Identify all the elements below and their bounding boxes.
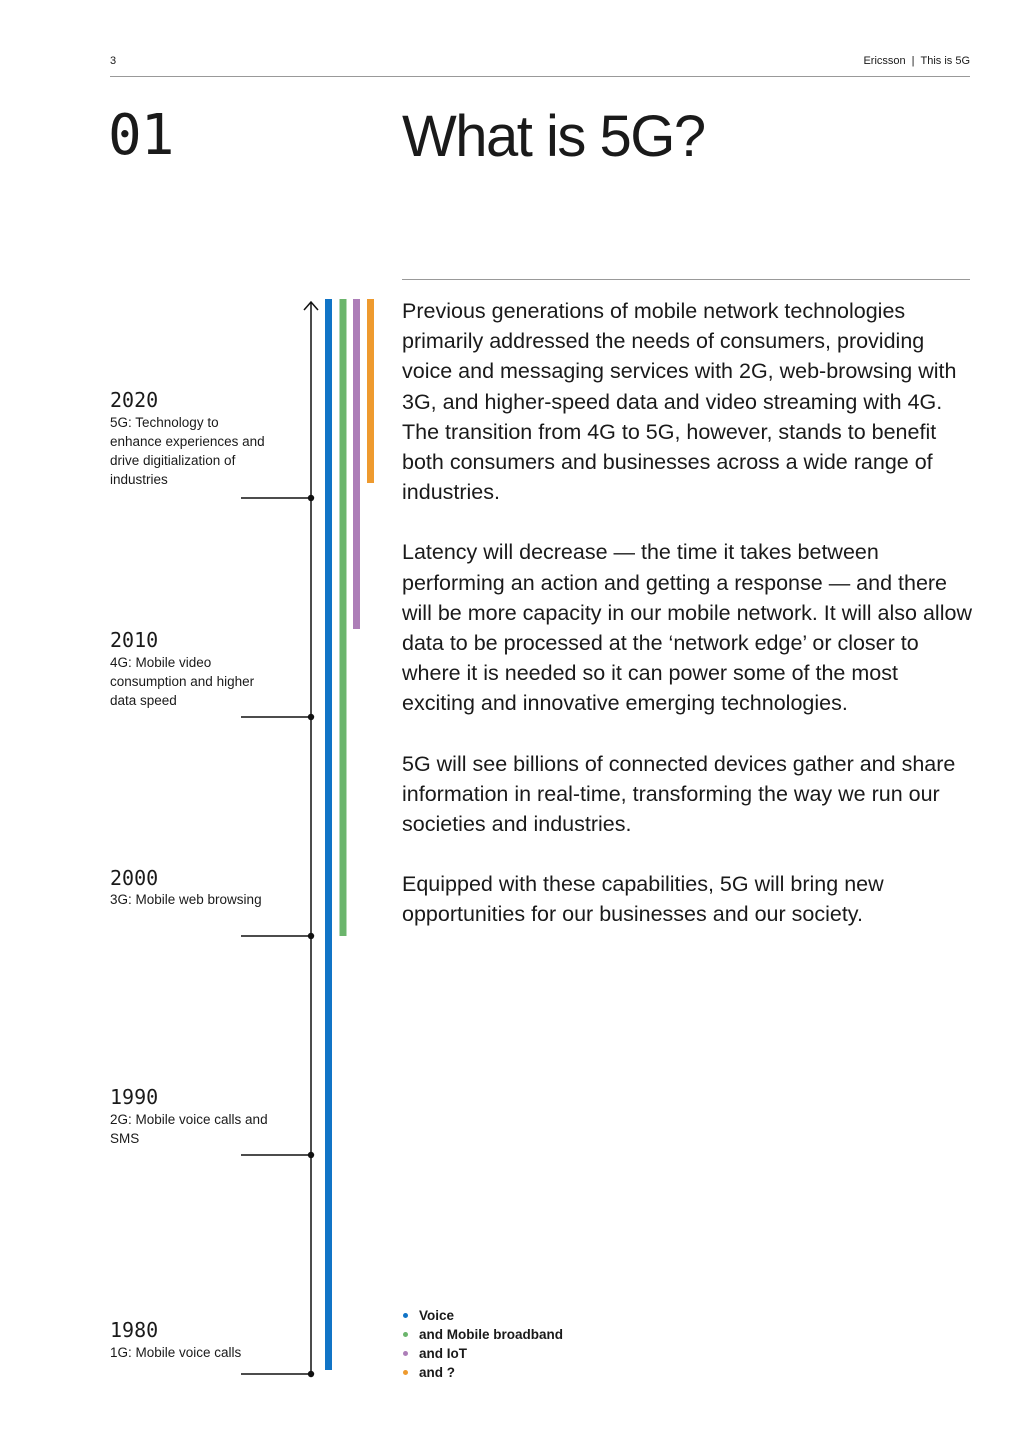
document-title: This is 5G — [920, 55, 970, 67]
timeline-bar-voice — [325, 299, 332, 1370]
header-separator: | — [911, 55, 915, 67]
legend-dot-icon — [403, 1370, 408, 1375]
year-2020: 2020 — [110, 388, 159, 412]
legend-dot-icon — [403, 1351, 408, 1356]
timeline-node-1990 — [308, 1152, 314, 1158]
brand-name: Ericsson — [863, 55, 906, 67]
chapter-title: What is 5G? — [402, 104, 705, 169]
legend-label: and ? — [419, 1365, 455, 1380]
year-2000: 2000 — [110, 866, 159, 890]
timeline-node-2010 — [308, 714, 314, 720]
year-1980: 1980 — [110, 1318, 159, 1342]
legend-item-iot — [403, 1344, 563, 1363]
timeline-node-2000 — [308, 933, 314, 939]
chapter-number: 01 — [108, 103, 174, 168]
timeline-bar-and-iot — [353, 299, 360, 629]
paragraph-1: Previous generations of mobile network technologies primarily addressed the needs of consumers, providing voice and messaging services with 2G, web-browsing with 3G, and higher-speed data and video streaming with 4G. The transition from 4G to 5G, however, stands to benefit both consumers and businesses across a wide range of industries. — [402, 299, 957, 505]
legend-label: Voice — [419, 1308, 455, 1323]
year-2010: 2010 — [110, 628, 159, 652]
year-1990-desc: 2G: Mobile voice calls and SMS — [110, 1112, 268, 1146]
timeline-node-2020 — [308, 495, 314, 501]
paragraph-3: 5G will see billions of connected devices gather and share information in real-time, transforming the way we run our societies and industries. — [402, 751, 956, 837]
timeline-node-1980 — [308, 1371, 314, 1377]
timeline-bar-and-mobile-broadband — [340, 299, 347, 936]
year-2010-desc: 4G: Mobile video consumption and higher data speed — [110, 655, 255, 708]
paragraph-2: Latency will decrease — the time it takes between performing an action and getting a response — and there will be more capacity in our mobile network. It will also allow data to be processed at the ‘network edge’ or closer to where it is needed so it can power some of the most exciting and innovative emerging technologies. — [402, 540, 972, 716]
legend-label: and Mobile broadband — [419, 1327, 563, 1342]
year-1990: 1990 — [110, 1085, 159, 1109]
legend-dot-icon — [403, 1313, 408, 1318]
paragraph-4: Equipped with these capabilities, 5G will bring new opportunities for our businesses and our society. — [402, 872, 884, 927]
year-1980-desc: 1G: Mobile voice calls — [110, 1345, 242, 1360]
page-number: 3 — [110, 55, 117, 67]
legend-item-unknown — [403, 1363, 563, 1382]
timeline-bar-and — [367, 299, 374, 483]
legend — [403, 1306, 563, 1382]
year-2000-desc: 3G: Mobile web browsing — [110, 892, 262, 907]
legend-label: and IoT — [419, 1346, 467, 1361]
year-2020-desc: 5G: Technology to enhance experiences and drive digitialization of industries — [110, 415, 265, 487]
legend-item-voice — [403, 1306, 563, 1325]
legend-dot-icon — [403, 1332, 408, 1337]
legend-item-mobile-broadband — [403, 1325, 563, 1344]
